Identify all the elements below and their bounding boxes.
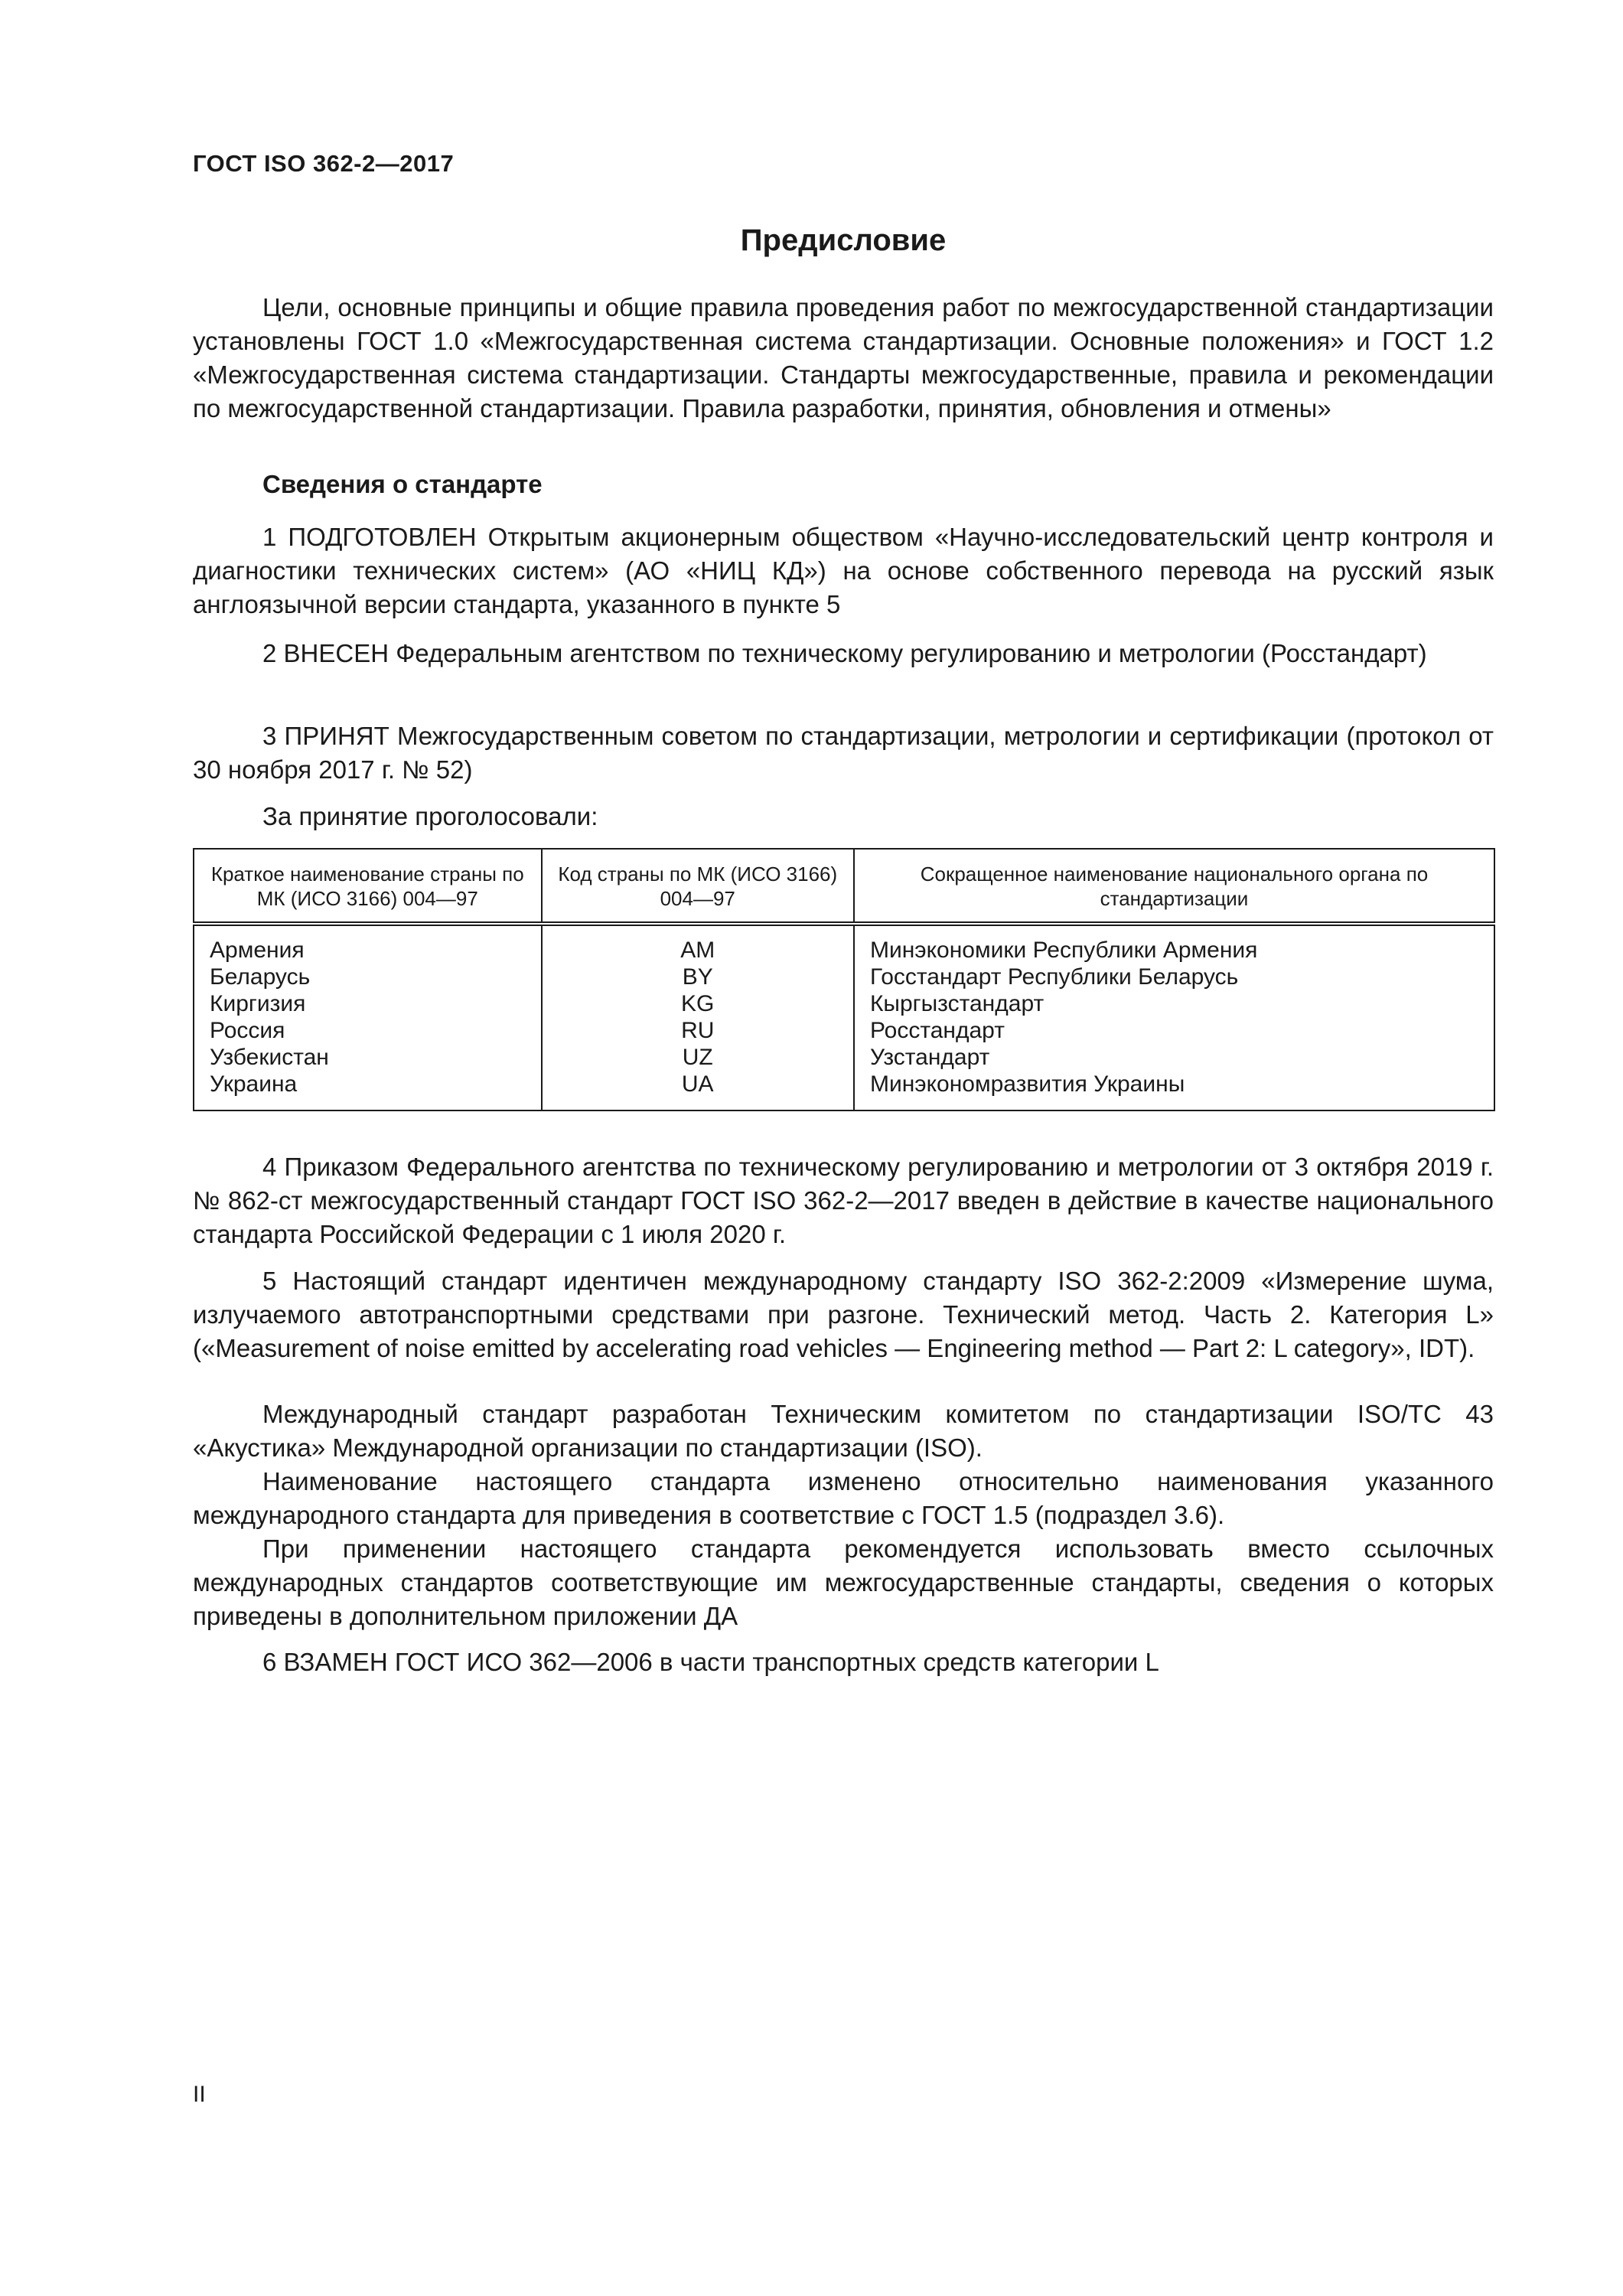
item-5-note-committee: Международный стандарт разработан Техническим комитетом по стандартизации ISO/TC 43 «Акустика» Международной организации по стандартизации (ISO). (193, 1400, 1494, 1462)
table-row (194, 1071, 1494, 1110)
body-cell: Минэкономики Республики Армения (854, 924, 1494, 964)
code-cell: KG (542, 990, 854, 1017)
item-5-paragraph: 5 Настоящий стандарт идентичен международному стандарту ISO 362-2:2009 «Измерение шума, излучаемого автотранспортными средствами при разгоне. Технический метод. Часть 2. Категория L» («Measurement of noise emitted by accelerating road vehicles — Engineering method — Part 2: L category», IDT). (193, 1267, 1494, 1362)
table-row (194, 990, 1494, 1017)
table-header-row (194, 849, 1494, 924)
column-header-country: Краткое наименование страны по МК (ИСО 3166) 004—97 (194, 849, 542, 924)
item-5-note-references: При применении настоящего стандарта рекомендуется использовать вместо ссылочных международных стандартов соответствующие им межгосударственные стандарты, сведения о которых приведены в дополнительном приложении ДА (193, 1534, 1494, 1630)
code-cell: UZ (542, 1044, 854, 1071)
body-cell: Госстандарт Республики Беларусь (854, 964, 1494, 990)
country-cell: Россия (194, 1017, 542, 1044)
country-cell: Беларусь (194, 964, 542, 990)
item-6-paragraph: 6 ВЗАМЕН ГОСТ ИСО 362—2006 в части транспортных средств категории L (262, 1648, 1159, 1676)
item-4-paragraph: 4 Приказом Федерального агентства по техническому регулированию и метрологии от 3 октября 2019 г. № 862-ст межгосударственный стандарт ГОСТ ISO 362-2—2017 введен в действие в качестве национального стандарта Российской Федерации с 1 июля 2020 г. (193, 1153, 1494, 1248)
country-cell: Армения (194, 924, 542, 964)
code-cell: UA (542, 1071, 854, 1110)
column-header-code: Код страны по МК (ИСО 3166) 004—97 (542, 849, 854, 924)
item-3-paragraph: 3 ПРИНЯТ Межгосударственным советом по стандартизации, метрологии и сертификации (протокол от 30 ноября 2017 г. № 52) (193, 722, 1494, 784)
code-cell: BY (542, 964, 854, 990)
voting-table (193, 848, 1495, 1111)
intro-paragraph: Цели, основные принципы и общие правила проведения работ по межгосударственной стандартизации установлены ГОСТ 1.0 «Межгосударственная система стандартизации. Основные положения» и ГОСТ 1.2 «Межгосударственная система стандартизации. Стандарты межгосударственные, правила и рекомендации по межгосударственной стандартизации. Правила разработки, принятия, обновления и отмены» (193, 293, 1494, 422)
body-cell: Росстандарт (854, 1017, 1494, 1044)
table-row (194, 924, 1494, 964)
table-row (194, 1044, 1494, 1071)
table-row (194, 1017, 1494, 1044)
body-cell: Минэкономразвития Украины (854, 1071, 1494, 1110)
page-title: Предисловие (740, 223, 947, 257)
body-cell: Кыргызстандарт (854, 990, 1494, 1017)
document-code: ГОСТ ISO 362-2—2017 (193, 150, 455, 177)
column-header-body: Сокращенное наименование национального органа по стандартизации (854, 849, 1494, 924)
vote-intro: За принятие проголосовали: (262, 802, 598, 830)
country-cell: Киргизия (194, 990, 542, 1017)
body-cell: Узстандарт (854, 1044, 1494, 1071)
item-1-paragraph: 1 ПОДГОТОВЛЕН Открытым акционерным обществом «Научно-исследовательский центр контроля и диагностики технических систем» (АО «НИЦ КД») на основе собственного перевода на русский язык англоязычной версии стандарта, указанного в пункте 5 (193, 523, 1494, 618)
page-number: II (193, 2082, 206, 2107)
country-cell: Украина (194, 1071, 542, 1110)
code-cell: AM (542, 924, 854, 964)
country-cell: Узбекистан (194, 1044, 542, 1071)
code-cell: RU (542, 1017, 854, 1044)
item-2-paragraph: 2 ВНЕСЕН Федеральным агентством по техническому регулированию и метрологии (Росстандарт) (262, 639, 1427, 667)
section-heading: Сведения о стандарте (262, 470, 543, 498)
table-row (194, 964, 1494, 990)
item-5-note-name: Наименование настоящего стандарта изменено относительно наименования указанного международного стандарта для приведения в соответствие с ГОСТ 1.5 (подраздел 3.6). (193, 1467, 1494, 1529)
